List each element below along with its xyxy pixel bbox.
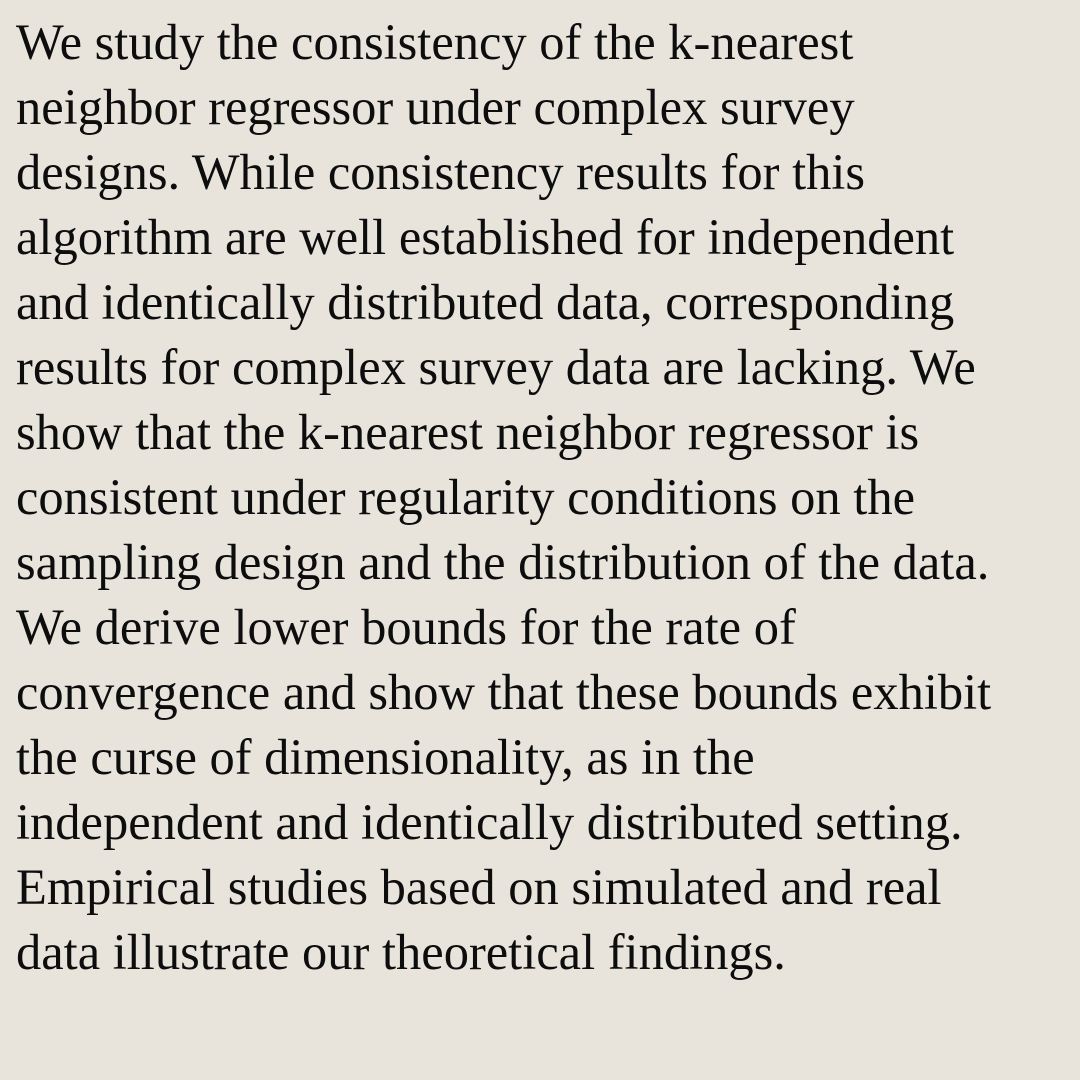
abstract-line: results for complex survey data are lacking. We	[16, 339, 976, 395]
abstract-line: consistent under regularity conditions on the	[16, 469, 915, 525]
abstract-line: data illustrate our theoretical findings.	[16, 924, 786, 980]
abstract-line: the curse of dimensionality, as in the	[16, 729, 755, 785]
abstract-line: algorithm are well established for independent	[16, 209, 955, 265]
abstract-line: independent and identically distributed setting.	[16, 794, 963, 850]
abstract-line: We derive lower bounds for the rate of	[16, 599, 796, 655]
abstract-line: sampling design and the distribution of the data.	[16, 534, 990, 590]
abstract-line: We study the consistency of the k-nearest	[16, 14, 854, 70]
abstract-text	[16, 10, 991, 985]
abstract-line: and identically distributed data, corresponding	[16, 274, 955, 330]
abstract-line: Empirical studies based on simulated and real	[16, 859, 942, 915]
abstract-line: designs. While consistency results for this	[16, 144, 866, 200]
abstract-line: neighbor regressor under complex survey	[16, 79, 855, 135]
abstract-line: show that the k-nearest neighbor regressor is	[16, 404, 920, 460]
abstract-line: convergence and show that these bounds exhibit	[16, 664, 992, 720]
